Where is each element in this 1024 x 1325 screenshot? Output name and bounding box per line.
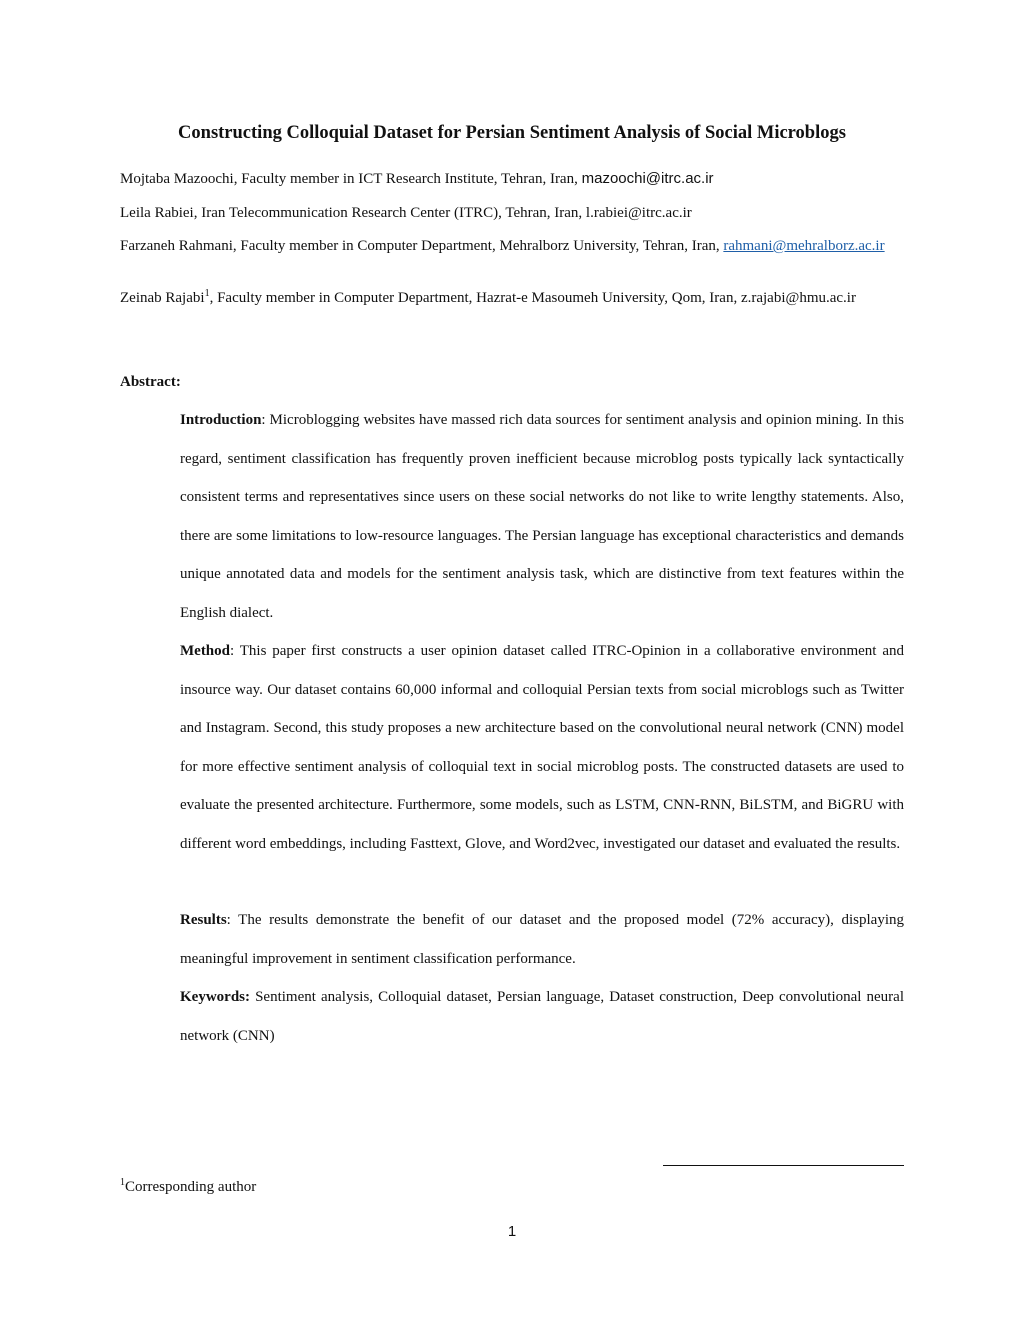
author-1-affiliation: Mojtaba Mazoochi, Faculty member in ICT Research Institute, Tehran, Iran, (120, 171, 582, 187)
author-3-email-link[interactable]: rahmani@mehralborz.ac.ir (723, 238, 885, 254)
abstract-introduction (180, 401, 904, 632)
author-3-affiliation: Farzaneh Rahmani, Faculty member in Computer Department, Mehralborz University, Tehran, Iran, (120, 238, 724, 254)
author-4-affiliation: , Faculty member in Computer Department, Hazrat-e Masoumeh University, Qom, Iran, (209, 290, 741, 306)
footnote-text: Corresponding author (125, 1179, 257, 1195)
method-separator: : (230, 643, 240, 659)
author-4-email[interactable]: z.rajabi@hmu.ac.ir (740, 290, 856, 306)
author-4-name: Zeinab Rajabi (120, 290, 205, 306)
footnote-mark: 1 (120, 1177, 125, 1188)
keywords-text: Sentiment analysis, Colloquial dataset, Persian language, Dataset construction, Deep convolutional neural network (CNN) (180, 989, 904, 1044)
author-1-email[interactable]: mazoochi@itrc.ac.ir (581, 170, 714, 187)
introduction-text: Microblogging websites have massed rich data sources for sentiment analysis and opinion mining. In this regard, sentiment classification has frequently proven inefficient because microblog posts typically lack syntactically consistent terms and representatives since users on these social networks do not like to write lengthy statements. Also, there are some limitations to low-resource languages. The Persian language has exceptional characteristics and demands unique annotated data and models for the sentiment analysis task, which are distinctive from text features within the English dialect. (180, 412, 905, 621)
abstract-heading: Abstract: (120, 374, 181, 390)
author-2-affiliation: Leila Rabiei, Iran Telecommunication Research Center (ITRC), Tehran, Iran, (120, 205, 586, 221)
introduction-separator: : (261, 412, 270, 428)
keywords-label: Keywords: (180, 989, 250, 1005)
results-separator: : (226, 912, 239, 928)
footnote-divider (663, 1165, 904, 1166)
page-number: 1 (507, 1223, 517, 1240)
author-3 (120, 236, 904, 256)
author-4 (120, 288, 904, 308)
author-2-email[interactable]: l.rabiei@itrc.ac.ir (585, 205, 692, 221)
method-label: Method (180, 643, 230, 659)
author-4-footnote-mark: 1 (204, 288, 210, 299)
results-text: The results demonstrate the benefit of our dataset and the proposed model (72% accuracy), displaying meaningful improvement in sentiment classification performance. (180, 912, 904, 967)
abstract-method (180, 632, 904, 863)
author-2 (120, 203, 904, 223)
abstract-keywords (180, 978, 904, 1055)
results-label: Results (180, 912, 227, 928)
abstract-results (180, 901, 904, 978)
method-text: This paper first constructs a user opinion dataset called ITRC-Opinion in a collaborative environment and insource way. Our dataset contains 60,000 informal and colloquial Persian texts from social microblogs such as Twitter and Instagram. Second, this study proposes a new architecture based on the convolutional neural network (CNN) model for more effective sentiment analysis of colloquial text in social microblog posts. The constructed datasets are used to evaluate the presented architecture. Furthermore, some models, such as LSTM, CNN-RNN, BiLSTM, and BiGRU with different word embeddings, including Fasttext, Glove, and Word2vec, investigated our dataset and evaluated the results. (180, 643, 904, 852)
author-1 (120, 169, 904, 189)
footnote (120, 1177, 256, 1197)
paper-title: Constructing Colloquial Dataset for Persian Sentiment Analysis of Social Microblogs (178, 123, 846, 143)
introduction-label: Introduction (180, 412, 262, 428)
